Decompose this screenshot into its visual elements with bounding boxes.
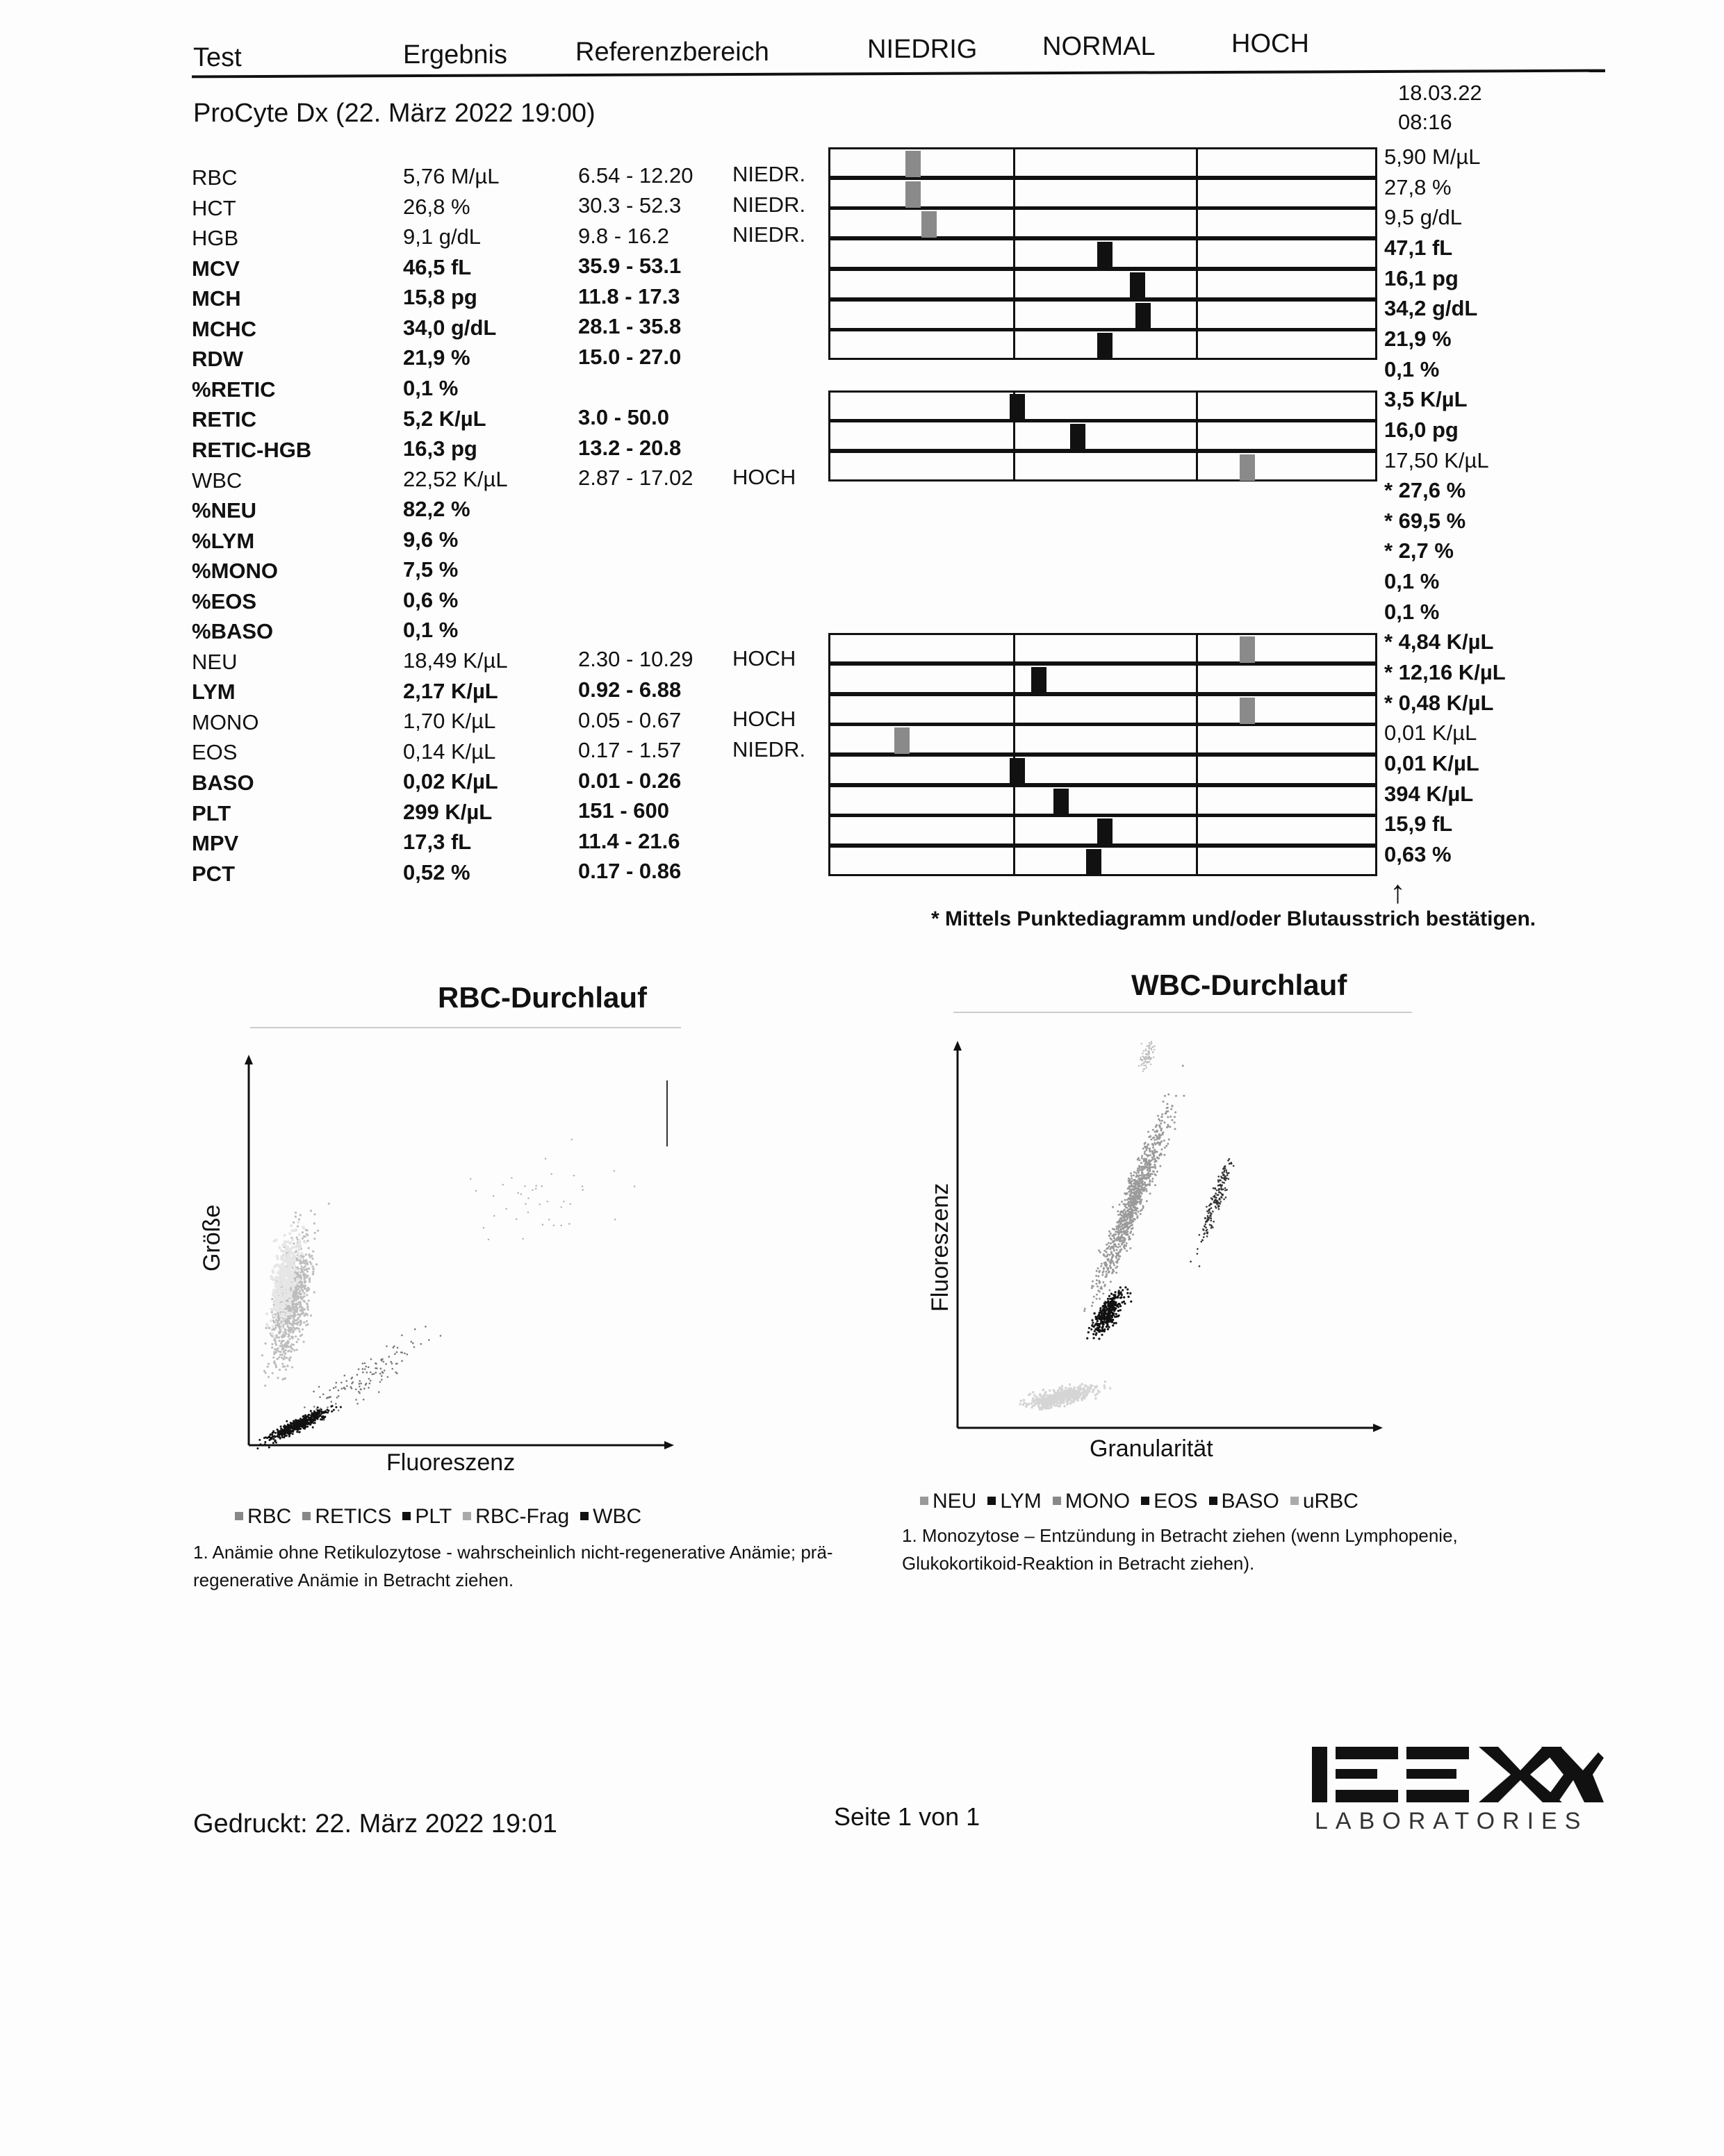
reference-range: 13.2 - 20.8 [578, 435, 682, 460]
range-divider [1196, 453, 1198, 479]
arrow-up-icon: ↑ [1390, 873, 1406, 910]
range-indicator-row [828, 724, 1377, 755]
previous-result: 0,1 % [1384, 599, 1440, 624]
previous-date: 18.03.22 [1398, 81, 1482, 105]
result-value: 2,17 K/µL [403, 678, 498, 703]
result-value: 9,6 % [403, 527, 459, 552]
flag-label: HOCH [732, 707, 796, 732]
range-divider [1013, 302, 1015, 328]
reference-range: 28.1 - 35.8 [578, 314, 682, 339]
test-name: %BASO [192, 619, 274, 644]
legend-swatch [987, 1497, 996, 1505]
result-marker [1097, 242, 1113, 268]
legend-label: RBC [247, 1505, 292, 1528]
test-name: MCHC [192, 316, 256, 341]
wbc-plot-title: WBC-Durchlauf [1131, 969, 1347, 1001]
range-divider [1196, 271, 1198, 297]
test-name: WBC [192, 468, 243, 493]
legend-label: uRBC [1302, 1490, 1358, 1513]
previous-result: * 27,6 % [1384, 478, 1466, 503]
result-value: 46,5 fL [403, 254, 472, 279]
previous-result: * 2,7 % [1384, 538, 1454, 563]
flag-label: NIEDR. [732, 162, 806, 187]
range-indicator-row [828, 451, 1377, 482]
range-divider [1013, 271, 1015, 297]
legend-label: LYM [1000, 1490, 1042, 1513]
test-name: RBC [192, 165, 238, 190]
rbc-plot-title: RBC-Durchlauf [438, 981, 647, 1014]
test-name: HGB [192, 226, 239, 251]
idexx-logo [1312, 1743, 1604, 1840]
rbc-legend [231, 1505, 648, 1529]
flag-label: HOCH [732, 464, 796, 489]
range-divider [1013, 635, 1015, 661]
result-value: 5,76 M/µL [403, 164, 500, 189]
result-marker [894, 727, 910, 754]
range-divider [1196, 393, 1198, 419]
previous-result: 21,9 % [1384, 326, 1452, 351]
wbc-ylabel: Fluoreszenz [927, 1183, 953, 1312]
rbc-title-rule [250, 1027, 681, 1028]
range-divider [1013, 453, 1015, 479]
lym-population [1086, 1286, 1132, 1340]
result-value: 82,2 % [403, 497, 470, 522]
legend-label: WBC [593, 1505, 642, 1528]
result-value: 299 K/µL [403, 799, 493, 824]
previous-result: * 4,84 K/µL [1384, 629, 1494, 655]
previous-result: 34,2 g/dL [1384, 296, 1478, 321]
reference-range: 35.9 - 53.1 [578, 254, 682, 279]
result-marker [1070, 424, 1085, 450]
range-indicator-row [828, 664, 1377, 694]
range-indicator-row [828, 208, 1377, 238]
col-header-range: Referenzbereich [575, 38, 769, 67]
test-name: PLT [192, 800, 231, 825]
previous-result: 9,5 g/dL [1384, 205, 1463, 230]
idexx-logo-subtitle: LABORATORIES [1315, 1808, 1588, 1834]
previous-result: 47,1 fL [1384, 235, 1453, 260]
range-divider [1013, 817, 1015, 844]
range-divider [1196, 210, 1198, 236]
reference-range: 2.87 - 17.02 [578, 466, 693, 491]
rbc-note: 1. Anämie ohne Retikulozytose - wahrscheinlich nicht-regenerative Anämie; prä-regenerative Anämie in Betracht ziehen. [193, 1542, 833, 1590]
range-divider [1196, 666, 1198, 692]
wbc-title-rule [953, 1012, 1412, 1013]
reference-range: 3.0 - 50.0 [578, 405, 669, 430]
result-value: 0,6 % [403, 587, 459, 612]
previous-result: 0,1 % [1384, 569, 1440, 594]
legend-label: EOS [1154, 1490, 1198, 1513]
range-divider [1196, 422, 1198, 449]
result-value: 34,0 g/dL [403, 315, 497, 340]
range-indicator-row [828, 299, 1377, 330]
reference-range: 0.05 - 0.67 [578, 707, 682, 732]
result-marker [905, 181, 921, 208]
result-value: 15,8 pg [403, 285, 477, 310]
urbc-population [1019, 1381, 1111, 1411]
result-value: 7,5 % [403, 557, 459, 582]
range-divider [1196, 240, 1198, 267]
result-value: 22,52 K/µL [403, 466, 508, 491]
test-name: RETIC-HGB [192, 437, 312, 462]
wbc-note: 1. Monozytose – Entzündung in Betracht ziehen (wenn Lymphopenie, Glukokortikoid-Reaktion in Betracht ziehen). [902, 1525, 1458, 1574]
reference-range: 30.3 - 52.3 [578, 193, 682, 218]
previous-result: 16,1 pg [1384, 265, 1459, 290]
range-indicator-row [828, 269, 1377, 299]
result-marker [921, 211, 937, 238]
test-name: PCT [192, 861, 235, 886]
previous-result: 0,01 K/µL [1384, 721, 1477, 746]
flag-label: HOCH [732, 646, 796, 671]
result-value: 0,1 % [403, 618, 459, 643]
printed-timestamp: Gedruckt: 22. März 2022 19:01 [193, 1809, 557, 1838]
range-divider [1013, 331, 1015, 358]
result-marker [1135, 303, 1151, 329]
test-name: %NEU [192, 498, 257, 523]
test-name: %MONO [192, 559, 278, 584]
result-value: 9,1 g/dL [403, 224, 482, 249]
rbc-scatter-plot [229, 1049, 674, 1452]
plt-population [256, 1405, 342, 1449]
result-marker [1053, 789, 1069, 815]
legend-label: BASO [1221, 1490, 1279, 1513]
reference-range: 0.01 - 0.26 [578, 768, 682, 793]
range-indicator-row [828, 755, 1377, 785]
previous-result: 3,5 K/µL [1384, 387, 1468, 412]
result-marker [1010, 394, 1025, 420]
range-divider [1196, 331, 1198, 358]
result-marker [905, 151, 921, 177]
test-name: RETIC [192, 407, 256, 432]
previous-result: * 0,48 K/µL [1384, 690, 1494, 715]
test-name: MCV [192, 256, 240, 281]
range-divider [1013, 149, 1015, 176]
range-divider [1196, 848, 1198, 874]
test-name: %LYM [192, 528, 255, 553]
flag-label: NIEDR. [732, 737, 806, 762]
result-marker [1097, 818, 1113, 845]
wbc-scatter-plot [938, 1035, 1383, 1438]
test-name: RDW [192, 347, 244, 372]
range-indicator-row [828, 420, 1377, 451]
legend-swatch [1141, 1497, 1149, 1505]
neu-population [1083, 1064, 1185, 1312]
legend-label: NEU [933, 1490, 977, 1513]
result-value: 18,49 K/µL [403, 648, 508, 673]
range-divider [1013, 240, 1015, 267]
range-divider [1196, 180, 1198, 206]
legend-swatch [235, 1512, 243, 1520]
legend-swatch [463, 1512, 471, 1520]
col-header-result: Ergebnis [403, 40, 507, 69]
result-marker [1240, 454, 1255, 481]
legend-swatch [1053, 1497, 1061, 1505]
previous-result: * 12,16 K/µL [1384, 660, 1506, 685]
legend-swatch [302, 1512, 311, 1520]
reference-range: 0.92 - 6.88 [578, 677, 682, 702]
wbc-legend [916, 1490, 1365, 1513]
previous-time: 08:16 [1398, 110, 1452, 134]
reference-range: 151 - 600 [578, 798, 669, 823]
col-header-high: HOCH [1231, 29, 1309, 58]
result-marker [1010, 758, 1025, 784]
result-marker [1240, 636, 1255, 663]
legend-swatch [1290, 1497, 1299, 1505]
range-indicator-row [828, 694, 1377, 725]
table-row [0, 558, 1724, 589]
previous-result: 16,0 pg [1384, 417, 1459, 442]
result-value: 17,3 fL [403, 830, 472, 855]
wbc-xlabel: Granularität [1090, 1435, 1213, 1462]
legend-label: PLT [415, 1505, 452, 1528]
reference-range: 9.8 - 16.2 [578, 223, 669, 248]
range-divider [1196, 635, 1198, 661]
legend-swatch [580, 1512, 589, 1520]
legend-label: RBC-Frag [475, 1505, 570, 1528]
range-divider [1196, 302, 1198, 328]
range-indicator-row [828, 785, 1377, 816]
range-divider [1013, 666, 1015, 692]
test-name: MCH [192, 286, 241, 311]
range-divider [1013, 848, 1015, 874]
range-indicator-row [828, 238, 1377, 269]
range-divider [1196, 787, 1198, 814]
test-name: %EOS [192, 589, 257, 614]
legend-swatch [402, 1512, 411, 1520]
reference-range: 0.17 - 0.86 [578, 859, 682, 884]
reference-range: 11.8 - 17.3 [578, 283, 680, 308]
result-marker [1240, 698, 1255, 724]
previous-result: 17,50 K/µL [1384, 447, 1489, 472]
reference-range: 15.0 - 27.0 [578, 344, 682, 369]
range-divider [1013, 180, 1015, 206]
range-divider [1013, 210, 1015, 236]
range-divider [1196, 149, 1198, 176]
range-divider [1196, 726, 1198, 752]
range-indicator-row [828, 846, 1377, 876]
page-number: Seite 1 von 1 [834, 1802, 980, 1831]
previous-result: 27,8 % [1384, 174, 1452, 199]
range-indicator-row [828, 390, 1377, 421]
range-divider [1013, 696, 1015, 723]
run-title: ProCyte Dx (22. März 2022 19:00) [193, 99, 596, 128]
test-name: LYM [192, 680, 236, 705]
retic-population [304, 1326, 441, 1421]
eos-population [1190, 1158, 1234, 1267]
reference-range: 0.17 - 1.57 [578, 738, 682, 763]
result-marker [1031, 667, 1046, 693]
range-indicator-row [828, 633, 1377, 664]
col-header-low: NIEDRIG [867, 35, 978, 64]
test-name: %RETIC [192, 377, 276, 402]
reference-range: 11.4 - 21.6 [578, 828, 680, 853]
rbc-xlabel: Fluoreszenz [386, 1449, 516, 1476]
test-name: MPV [192, 831, 239, 856]
test-name: NEU [192, 649, 238, 674]
test-name: BASO [192, 771, 254, 795]
result-value: 26,8 % [403, 194, 470, 219]
reference-range: 6.54 - 12.20 [578, 163, 693, 188]
previous-result: 394 K/µL [1384, 781, 1474, 806]
header-rule [192, 69, 1605, 79]
result-value: 5,2 K/µL [403, 406, 486, 431]
test-name: HCT [192, 195, 236, 220]
result-marker [1130, 272, 1145, 299]
result-value: 0,02 K/µL [403, 769, 498, 794]
mono-population [1138, 1041, 1156, 1072]
result-value: 0,52 % [403, 859, 470, 884]
result-marker [1097, 333, 1113, 359]
result-value: 0,1 % [403, 376, 459, 401]
previous-result: 0,1 % [1384, 356, 1440, 381]
range-indicator-row [828, 329, 1377, 360]
test-name: MONO [192, 709, 259, 734]
range-divider [1196, 757, 1198, 783]
previous-result: 0,01 K/µL [1384, 751, 1479, 775]
previous-result: 5,90 M/µL [1384, 145, 1481, 169]
legend-label: RETICS [315, 1505, 392, 1528]
range-indicator-row [828, 178, 1377, 208]
previous-result: 0,63 % [1384, 841, 1452, 866]
wbc-scatter [470, 1139, 635, 1240]
col-header-test: Test [193, 43, 242, 72]
reference-range: 2.30 - 10.29 [578, 647, 693, 672]
flag-label: NIEDR. [732, 222, 806, 247]
range-indicator-row [828, 147, 1377, 178]
result-marker [1086, 849, 1101, 875]
legend-swatch [920, 1497, 928, 1505]
flag-label: NIEDR. [732, 192, 806, 217]
range-divider [1196, 817, 1198, 844]
legend-label: MONO [1065, 1490, 1131, 1513]
legend-swatch [1209, 1497, 1217, 1505]
col-header-normal: NORMAL [1042, 32, 1156, 61]
footnote: * Mittels Punktediagramm und/oder Blutausstrich bestätigen. [931, 907, 1536, 930]
previous-result: 15,9 fL [1384, 812, 1453, 837]
table-row [0, 589, 1724, 619]
range-divider [1013, 422, 1015, 449]
previous-result: * 69,5 % [1384, 508, 1466, 533]
range-divider [1013, 726, 1015, 752]
test-name: EOS [192, 740, 238, 765]
result-value: 0,14 K/µL [403, 739, 496, 764]
result-value: 16,3 pg [403, 436, 477, 461]
range-indicator-row [828, 815, 1377, 846]
range-divider [1196, 696, 1198, 723]
rbc-ylabel: Größe [199, 1204, 225, 1272]
result-value: 21,9 % [403, 345, 470, 370]
result-value: 1,70 K/µL [403, 709, 496, 734]
range-divider [1013, 787, 1015, 814]
